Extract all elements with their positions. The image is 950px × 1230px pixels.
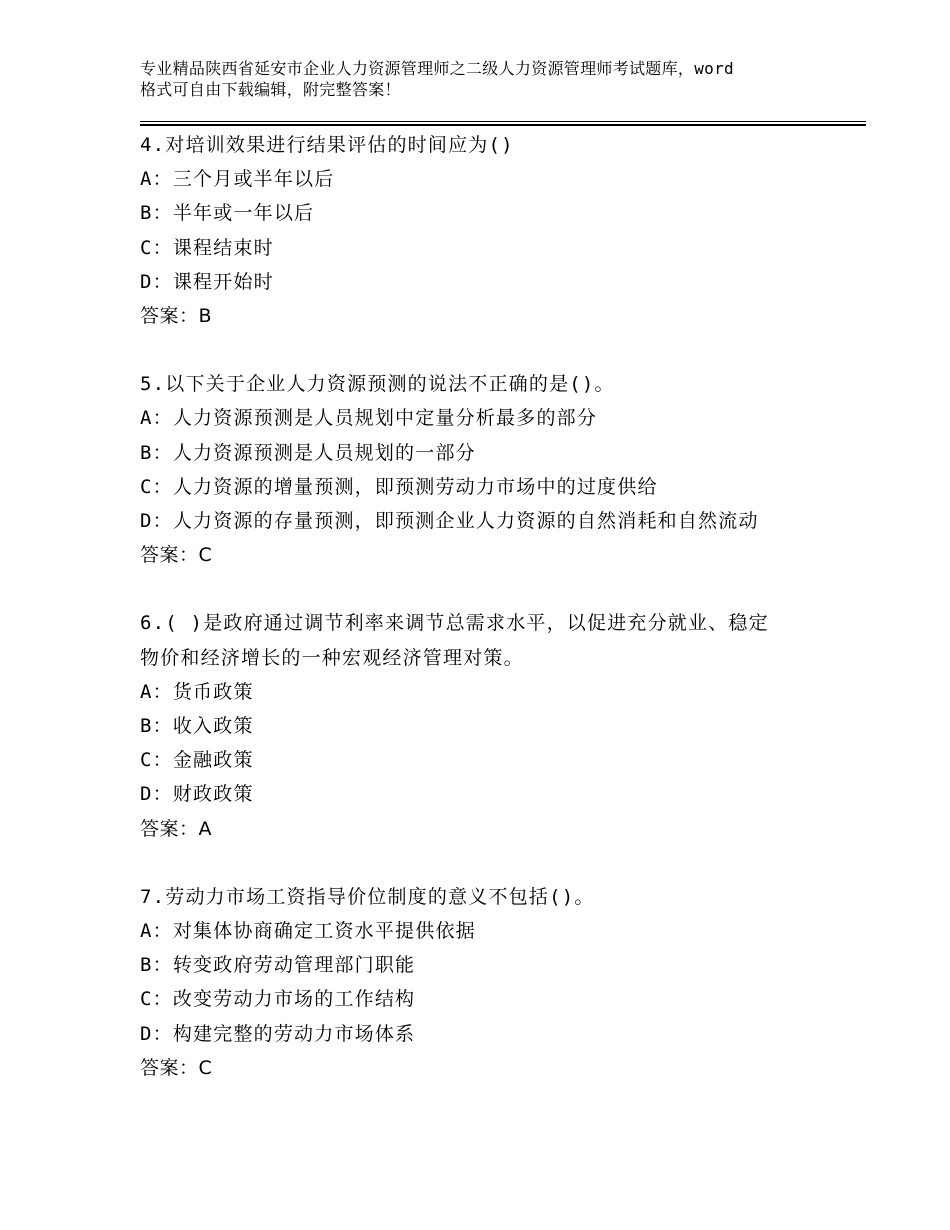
option-b: B：人力资源预测是人员规划的一部分 [140,441,476,464]
option-a: A：人力资源预测是人员规划中定量分析最多的部分 [140,407,598,430]
question-stem: 7.劳动力市场工资指导价位制度的意义不包括()。 [140,885,595,908]
question-6 [140,606,830,845]
question-stem-line-2: 物价和经济增长的一种宏观经济管理对策。 [140,646,524,669]
question-stem: 5.以下关于企业人力资源预测的说法不正确的是()。 [140,373,615,396]
option-a: A：货币政策 [140,680,254,703]
question-stem: 4.对培训效果进行结果评估的时间应为() [140,134,514,156]
option-b: B：半年或一年以后 [140,202,315,225]
header-divider-thick [140,124,866,126]
answer-label: 答案：C [140,1056,213,1079]
option-b: B：收入政策 [140,715,254,738]
header-line-2: 格式可自由下载编辑，附完整答案！ [140,80,401,99]
option-d: D：人力资源的存量预测，即预测企业人力资源的自然消耗和自然流动 [140,510,759,533]
document-header [140,58,830,100]
option-d: D：课程开始时 [140,270,274,293]
answer-label: 答案：A [140,817,212,840]
question-4 [140,128,830,333]
option-c: C：课程结束时 [140,236,274,259]
option-a: A：三个月或半年以后 [140,168,335,191]
option-c: C：人力资源的增量预测，即预测劳动力市场中的过度供给 [140,475,658,498]
answer-label: 答案：C [140,544,213,567]
question-7 [140,880,830,1085]
question-5 [140,367,830,572]
option-d: D：财政政策 [140,783,254,806]
option-c: C：改变劳动力市场的工作结构 [140,988,416,1011]
header-line-1: 专业精品陕西省延安市企业人力资源管理师之二级人力资源管理师考试题库，word [140,59,734,78]
option-d: D：构建完整的劳动力市场体系 [140,1022,416,1045]
question-list [140,128,830,1119]
question-stem-line-1: 6.( )是政府通过调节利率来调节总需求水平，以促进充分就业、稳定 [140,612,769,635]
option-c: C：金融政策 [140,749,254,772]
header-divider-thin [140,121,866,122]
option-b: B：转变政府劳动管理部门职能 [140,954,416,977]
answer-label: 答案：B [140,305,213,328]
option-a: A：对集体协商确定工资水平提供依据 [140,920,476,943]
